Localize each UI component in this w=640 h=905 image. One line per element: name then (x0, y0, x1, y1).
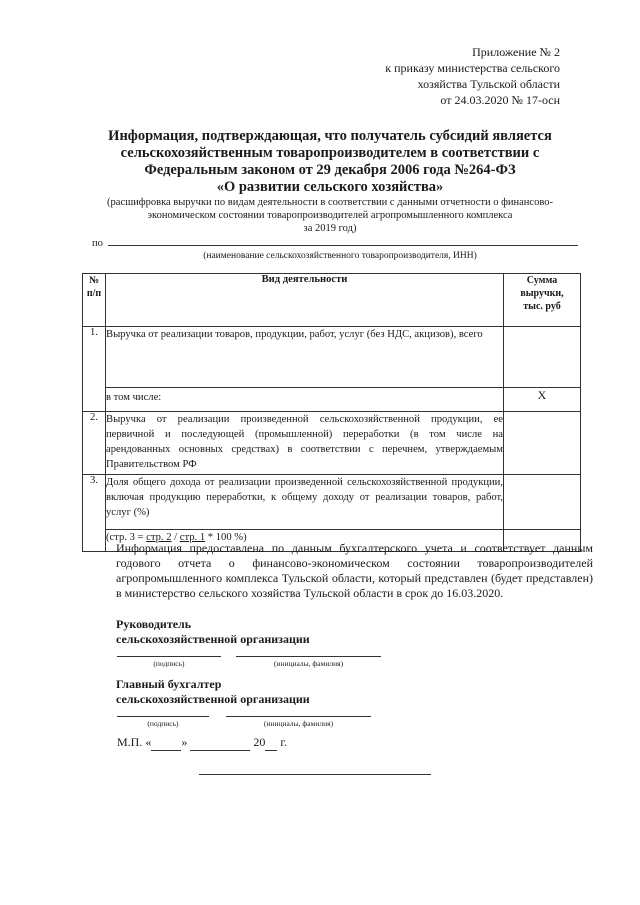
producer-name-caption: (наименование сельскохозяйственного товаропроизводителя, ИНН) (203, 251, 477, 261)
accountant-title-line-2: сельскохозяйственной организации (116, 692, 310, 706)
head-name-field[interactable] (236, 656, 381, 657)
table-row (83, 475, 581, 530)
title-line-1: Информация, подтверждающая, что получатель субсидий является (108, 128, 552, 144)
appendix-order-ref: к приказу министерства сельского (385, 61, 560, 75)
row-3-text: Доля общего дохода от реализации произведенной сельскохозяйственной продукции, включая продукцию переработки, к общему доходу от реализации товаров, работ, услуг (%) (106, 475, 504, 530)
formula-separator: / (171, 531, 180, 543)
head-signature-field[interactable] (117, 656, 221, 657)
row-3-sum-cell[interactable] (504, 475, 581, 530)
subtitle-line-1: (расшифровка выручки по видам деятельности в соответствии с данными отчетности о финансово- (107, 197, 553, 208)
row-1-text: Выручка от реализации товаров, продукции, работ, услуг (без НДС, акцизов), всего (106, 327, 504, 388)
date-year-field[interactable] (265, 735, 277, 751)
subtitle-line-2: экономическом состоянии товаропроизводителей агропромышленного комплекса (147, 210, 513, 221)
appendix-ministry: хозяйства Тульской области (417, 77, 560, 91)
head-title (116, 617, 310, 647)
date-day-field[interactable] (151, 735, 181, 751)
appendix-number: Приложение № 2 (472, 45, 560, 59)
head-title-line-1: Руководитель (116, 617, 192, 631)
accountant-title-line-1: Главный бухгалтер (116, 677, 222, 691)
row-1b-sum-cell: X (504, 388, 581, 412)
subtitle-line-3: за 2019 год) (303, 223, 357, 234)
accountant-title (116, 677, 310, 707)
table-row (83, 327, 581, 388)
header-number (83, 274, 106, 327)
formula-ref-row-2: стр. 2 (146, 531, 172, 543)
info-paragraph (78, 541, 593, 601)
row-2-number: 2. (83, 412, 106, 475)
bottom-blank-line[interactable] (199, 774, 431, 775)
formula-ref-row-1: стр. 1 (179, 531, 206, 543)
title-line-3: Федеральным законом от 29 декабря 2006 года №264-ФЗ (144, 162, 516, 178)
header-sum-line-3: тыс. руб (523, 301, 561, 312)
head-title-line-2: сельскохозяйственной организации (116, 632, 310, 646)
appendix-date: от 24.03.2020 № 17-осн (440, 93, 560, 107)
head-signature-caption: (подпись) (153, 659, 185, 668)
row-1-sum-cell[interactable] (504, 327, 581, 388)
row-3-number: 3. (83, 475, 106, 552)
info-paragraph-text: Информация предоставлена по данным бухгалтерского учета и соответствует данным годового отчета о финансово-экономическом состоянии товаропроизводителей агропромышленного комплекса Тульской области, который представлен (будет представлен) в министерство сельского хозяйства Тульской области в срок до 16.03.2020. (116, 541, 593, 600)
table-header-row (83, 274, 581, 327)
producer-name-field[interactable] (108, 245, 578, 246)
row-2-text: Выручка от реализации произведенной сельскохозяйственной продукции, ее первичной и последующей (промышленной) переработки (в том числе на арендованных основных средствах) в соответствии с перечнем, утверждаемым Правительством РФ (106, 412, 504, 475)
po-label: по (92, 238, 103, 249)
header-number-abbr: п/п (86, 288, 102, 299)
table-row (83, 388, 581, 412)
accountant-name-field[interactable] (226, 716, 371, 717)
accountant-signature-caption: (подпись) (147, 719, 179, 728)
formula-suffix: * 100 %) (205, 531, 247, 543)
header-activity: Вид деятельности (106, 274, 504, 327)
year-suffix: г. (280, 735, 287, 749)
document-title (80, 128, 580, 196)
revenue-table (82, 273, 581, 552)
appendix-header (360, 44, 560, 108)
head-name-caption: (инициалы, фамилия) (273, 659, 344, 668)
formula-prefix: (стр. 3 = (106, 531, 147, 543)
year-prefix: 20 (253, 735, 266, 749)
stamp-date-line (117, 735, 287, 751)
title-line-4: «О развитии сельского хозяйства» (216, 179, 444, 195)
document-subtitle (80, 196, 580, 235)
close-quote: » (181, 735, 188, 749)
accountant-name-caption: (инициалы, фамилия) (263, 719, 334, 728)
header-number-symbol: № (88, 275, 100, 286)
table-row (83, 412, 581, 475)
date-month-field[interactable] (190, 735, 250, 751)
accountant-signature-field[interactable] (117, 716, 209, 717)
stamp-label: М.П. « (117, 735, 152, 749)
header-sum-line-2: выручки, (520, 288, 564, 299)
header-sum (504, 274, 581, 327)
row-2-sum-cell[interactable] (504, 412, 581, 475)
row-1b-text: в том числе: (106, 388, 504, 412)
row-1-number: 1. (83, 327, 106, 412)
title-line-2: сельскохозяйственным товаропроизводителем в соответствии с (120, 145, 540, 161)
header-sum-line-1: Сумма (526, 275, 558, 286)
